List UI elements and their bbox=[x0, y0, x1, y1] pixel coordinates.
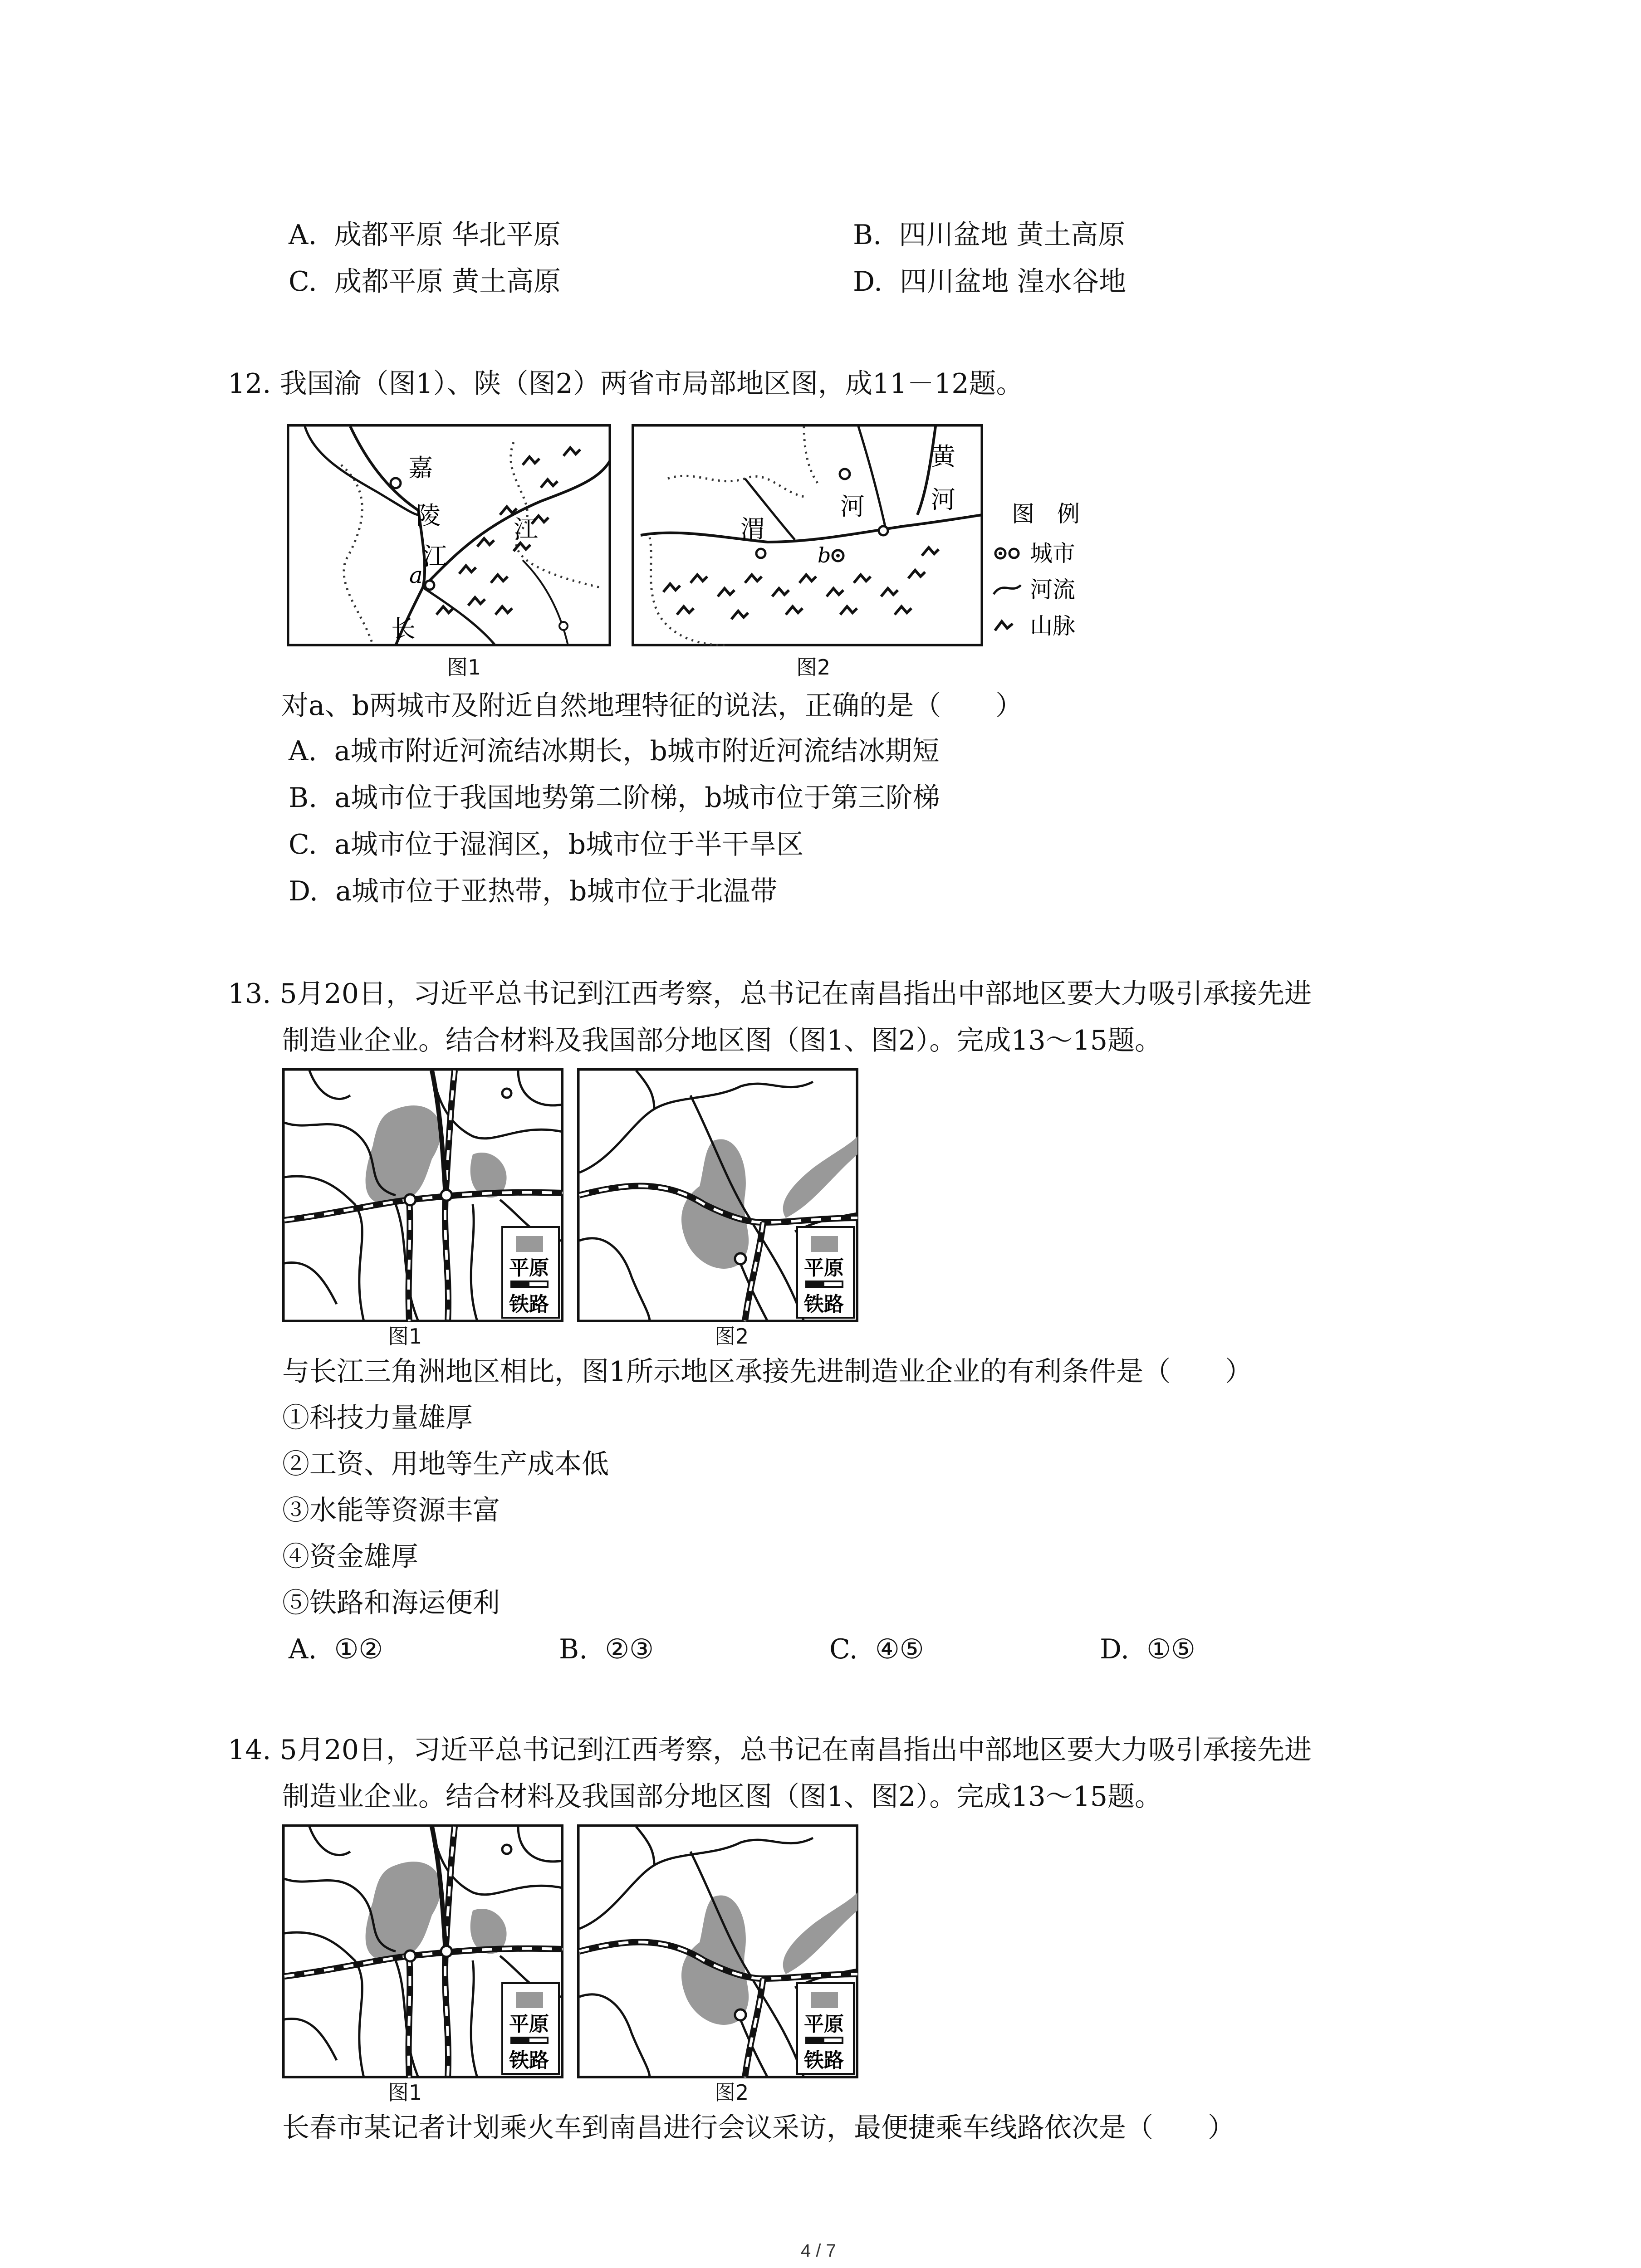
q12-map2 bbox=[632, 424, 983, 646]
q11-option-a: A. 成都平原 华北平原 bbox=[289, 219, 561, 251]
q11-option-c: C. 成都平原 黄土高原 bbox=[289, 266, 561, 298]
q12-fig2-caption: 图2 bbox=[796, 655, 831, 679]
q13-option-d: D. ①⑤ bbox=[1100, 1633, 1195, 1665]
q12-option-b: B. a城市位于我国地势第二阶梯，b城市位于第三阶梯 bbox=[289, 782, 940, 814]
q14-map2-legend-rail: 铁路 bbox=[804, 2049, 844, 2072]
q13-option-b: B. ②③ bbox=[559, 1633, 654, 1665]
q12-fig1-caption: 图1 bbox=[447, 655, 481, 679]
q14-map2-legend-plain: 平原 bbox=[804, 2013, 844, 2036]
map1-label-jia: 嘉 bbox=[408, 454, 433, 482]
q13-fig1-caption: 图1 bbox=[388, 1324, 422, 1349]
q13-map1-legend-plain: 平原 bbox=[509, 1256, 549, 1280]
q14-map1-legend-rail: 铁路 bbox=[509, 2049, 549, 2072]
q14-map2 bbox=[577, 1824, 858, 2078]
map1-label-a: a bbox=[409, 562, 423, 588]
legend-river: 河流 bbox=[1030, 577, 1075, 603]
q14-map1-legend-plain: 平原 bbox=[509, 2013, 549, 2036]
q11-option-b: B. 四川盆地 黄土高原 bbox=[853, 219, 1126, 251]
q13-item-4: ④资金雄厚 bbox=[282, 1541, 418, 1573]
q12-option-d: D. a城市位于亚热带，b城市位于北温带 bbox=[289, 875, 778, 907]
q11-option-d: D. 四川盆地 湟水谷地 bbox=[853, 266, 1127, 298]
map1-label-ling: 陵 bbox=[416, 501, 441, 530]
q14-fig2-caption: 图2 bbox=[715, 2080, 749, 2105]
legend-mountain: 山脉 bbox=[1030, 613, 1075, 639]
legend-title: 图 例 bbox=[1012, 501, 1080, 527]
page-number: 4 / 7 bbox=[801, 2241, 836, 2261]
q13-item-2: ②工资、用地等生产成本低 bbox=[282, 1448, 609, 1480]
q14-question: 长春市某记者计划乘火车到南昌进行会议采访，最便捷乘车线路依次是（ ） bbox=[282, 2112, 1235, 2144]
q12-option-c: C. a城市位于湿润区，b城市位于半干旱区 bbox=[289, 829, 804, 860]
q12-map1 bbox=[287, 424, 611, 646]
map2-label-b: b bbox=[818, 543, 831, 567]
q12-legend bbox=[991, 499, 1109, 649]
q13-item-1: ①科技力量雄厚 bbox=[282, 1402, 473, 1434]
q14-stem-line2: 制造业企业。结合材料及我国部分地区图（图1、图2）。完成13～15题。 bbox=[282, 1781, 1162, 1813]
q14-map1 bbox=[282, 1824, 563, 2078]
q13-map2-legend-rail: 铁路 bbox=[804, 1293, 844, 1316]
map2-label-huang: 黄 bbox=[931, 442, 955, 471]
q12-stem: 12. 我国渝（图1）、陕（图2）两省市局部地区图，成11－12题。 bbox=[228, 368, 1024, 400]
map2-label-wei: 渭 bbox=[740, 515, 765, 543]
q13-map2-legend-plain: 平原 bbox=[804, 1256, 844, 1280]
q13-stem-line1: 13. 5月20日，习近平总书记到江西考察，总书记在南昌指出中部地区要大力吸引承接先进 bbox=[228, 978, 1312, 1010]
q13-item-3: ③水能等资源丰富 bbox=[282, 1495, 500, 1526]
q13-option-c: C. ④⑤ bbox=[829, 1633, 924, 1665]
map1-label-chang: 长 bbox=[391, 615, 416, 643]
map1-label-jiang1: 江 bbox=[423, 542, 447, 571]
q13-map2 bbox=[577, 1068, 858, 1322]
map2-label-he1: 河 bbox=[840, 492, 865, 521]
q13-fig2-caption: 图2 bbox=[715, 1324, 749, 1349]
map1-label-jiang2: 江 bbox=[514, 515, 538, 543]
q12-option-a: A. a城市附近河流结冰期长，b城市附近河流结冰期短 bbox=[289, 735, 940, 767]
q13-map1-legend-rail: 铁路 bbox=[509, 1293, 549, 1316]
legend-city: 城市 bbox=[1030, 540, 1075, 567]
q13-option-a: A. ①② bbox=[289, 1633, 383, 1665]
q13-question: 与长江三角洲地区相比，图1所示地区承接先进制造业企业的有利条件是（ ） bbox=[282, 1356, 1253, 1388]
q12-question: 对a、b两城市及附近自然地理特征的说法，正确的是（ ） bbox=[281, 690, 1023, 722]
q13-stem-line2: 制造业企业。结合材料及我国部分地区图（图1、图2）。完成13～15题。 bbox=[282, 1025, 1162, 1056]
q14-stem-line1: 14. 5月20日，习近平总书记到江西考察，总书记在南昌指出中部地区要大力吸引承接先进 bbox=[228, 1734, 1312, 1766]
q14-fig1-caption: 图1 bbox=[388, 2080, 422, 2105]
q13-item-5: ⑤铁路和海运便利 bbox=[282, 1587, 500, 1619]
map2-label-he2: 河 bbox=[931, 485, 955, 514]
q13-map1 bbox=[282, 1068, 563, 1322]
